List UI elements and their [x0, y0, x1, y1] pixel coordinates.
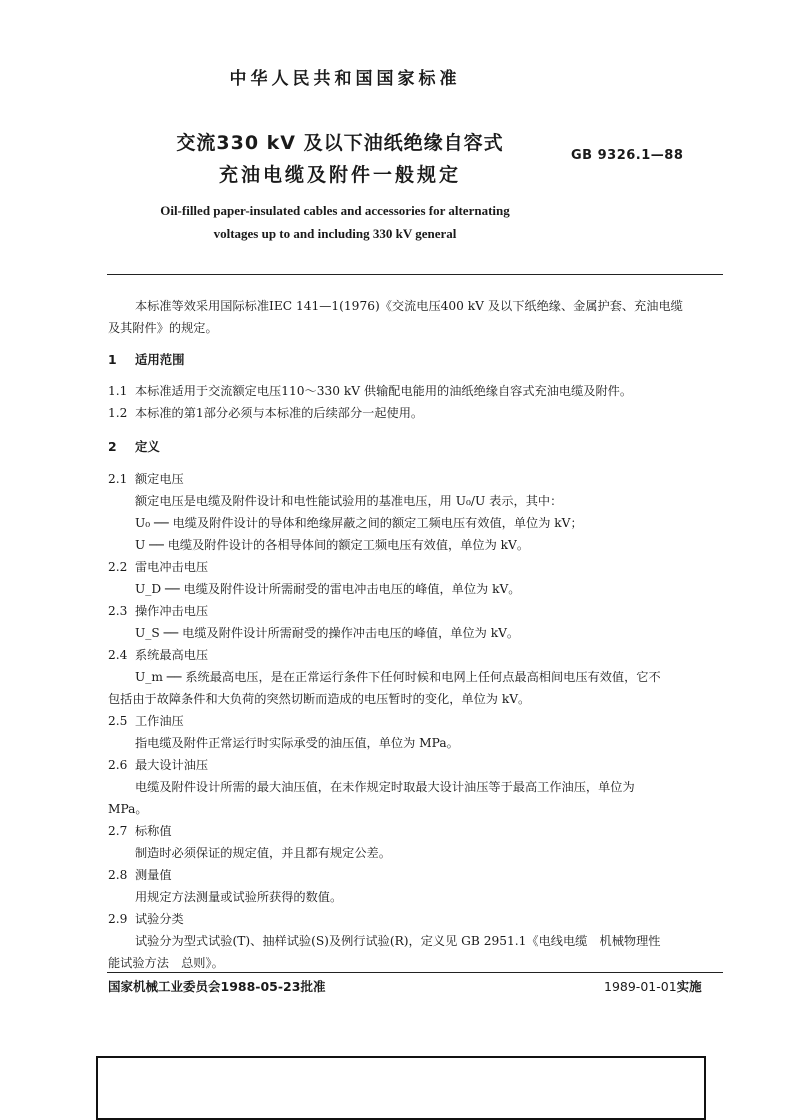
clause-number: 2.9	[108, 912, 128, 926]
clause-title: 标称值	[135, 824, 172, 838]
clause-2-3-line1: U_S ── 电缆及附件设计所需耐受的操作冲击电压的峰值，单位为 kV。	[135, 626, 520, 640]
clause-number: 2.3	[108, 604, 128, 618]
clause-number: 2.8	[108, 868, 128, 882]
clause-title: 系统最高电压	[135, 648, 209, 662]
clause-number: 1.2	[108, 406, 128, 420]
clause-2-1-line1: 额定电压是电缆及附件设计和电性能试验用的基准电压，用 U₀/U 表示，其中：	[135, 494, 563, 508]
section-1-heading	[108, 350, 185, 368]
implementation-label: 实施	[676, 979, 702, 994]
title-cn-line1: 交流330 kV 及以下油纸绝缘自容式	[176, 132, 504, 154]
standard-number: GB 9326.1—88	[571, 148, 684, 163]
clause-number: 2.6	[108, 758, 128, 772]
clause-title: 测量值	[135, 868, 172, 882]
clause-2-9-heading	[108, 910, 726, 927]
implementation-statement	[604, 977, 702, 995]
clause-2-7-heading	[108, 822, 726, 839]
clause-title: 试验分类	[135, 912, 184, 926]
clause-2-2-line1: U_D ── 电缆及附件设计所需耐受的雷电冲击电压的峰值，单位为 kV。	[135, 582, 521, 596]
clause-2-1-line3: U ── 电缆及附件设计的各相导体间的额定工频电压有效值，单位为 kV。	[135, 538, 530, 552]
clause-2-5-line1: 指电缆及附件正常运行时实际承受的油压值，单位为 MPa。	[135, 736, 459, 750]
implementation-date: 1989-01-01	[604, 979, 677, 994]
clause-text: 本标准适用于交流额定电压110～330 kV 供输配电能用的油纸绝缘自容式充油电缆及附件。	[135, 384, 633, 398]
section-number: 2	[108, 439, 117, 454]
title-cn-line2: 充油电缆及附件一般规定	[218, 164, 461, 186]
clause-2-4-line2: 包括由于故障条件和大负荷的突然切断而造成的电压暂时的变化，单位为 kV。	[108, 692, 531, 706]
title-en-line1: Oil-filled paper-insulated cables and accessories for alternating	[160, 203, 510, 218]
clause-2-9-line1: 试验分为型式试验(T)、抽样试验(S)及例行试验(R)，定义见 GB 2951.1《电线电缆 机械物理性	[135, 934, 661, 948]
standard-type-heading: 中华人民共和国国家标准	[229, 69, 461, 89]
clause-number: 2.7	[108, 824, 128, 838]
section-title: 定义	[135, 439, 160, 454]
clause-number: 2.4	[108, 648, 128, 662]
section-title: 适用范围	[135, 352, 185, 367]
clause-2-6-line2: MPa。	[108, 802, 148, 816]
intro-text-line1: 本标准等效采用国际标准IEC 141—1(1976)《交流电压400 kV 及以下纸绝缘、金属护套、充油电缆	[135, 299, 683, 313]
bottom-frame	[96, 1056, 706, 1120]
clause-text: 本标准的第1部分必须与本标准的后续部分一起使用。	[135, 406, 424, 420]
section-number: 1	[108, 352, 117, 367]
title-en-line2: voltages up to and including 330 kV general	[213, 226, 457, 241]
clause-number: 2.5	[108, 714, 128, 728]
clause-2-1-line2: U₀ ── 电缆及附件设计的导体和绝缘屏蔽之间的额定工频电压有效值，单位为 kV；	[135, 516, 583, 530]
clause-2-3-heading	[108, 602, 726, 619]
section-2-heading	[108, 437, 160, 455]
clause-2-9-line2: 能试验方法 总则》。	[108, 956, 224, 970]
clause-2-8-line1: 用规定方法测量或试验所获得的数值。	[135, 890, 343, 904]
approval-statement: 国家机械工业委员会1988-05-23批准	[108, 979, 326, 994]
clause-2-6-heading	[108, 756, 726, 773]
clause-2-5-heading	[108, 712, 726, 729]
clause-2-4-heading	[108, 646, 726, 663]
clause-number: 2.1	[108, 472, 128, 486]
clause-2-8-heading	[108, 866, 726, 883]
clause-2-7-line1: 制造时必须保证的规定值，并且都有规定公差。	[135, 846, 391, 860]
clause-2-6-line1: 电缆及附件设计所需的最大油压值，在未作规定时取最大设计油压等于最高工作油压，单位为	[135, 780, 635, 794]
clause-1-1	[108, 382, 726, 399]
header-divider	[107, 274, 723, 275]
intro-text-line2: 及其附件》的规定。	[108, 321, 218, 335]
clause-2-2-heading	[108, 558, 726, 575]
clause-number: 2.2	[108, 560, 128, 574]
clause-title: 最大设计油压	[135, 758, 209, 772]
clause-title: 额定电压	[135, 472, 184, 486]
clause-title: 操作冲击电压	[135, 604, 209, 618]
clause-2-4-line1: U_m ── 系统最高电压，是在正常运行条件下任何时候和电网上任何点最高相间电压有效值，它不	[135, 670, 661, 684]
footer-divider	[107, 972, 723, 973]
clause-title: 雷电冲击电压	[135, 560, 209, 574]
clause-number: 1.1	[108, 384, 128, 398]
clause-title: 工作油压	[135, 714, 184, 728]
clause-1-2	[108, 404, 726, 421]
clause-2-1-heading	[108, 470, 726, 487]
